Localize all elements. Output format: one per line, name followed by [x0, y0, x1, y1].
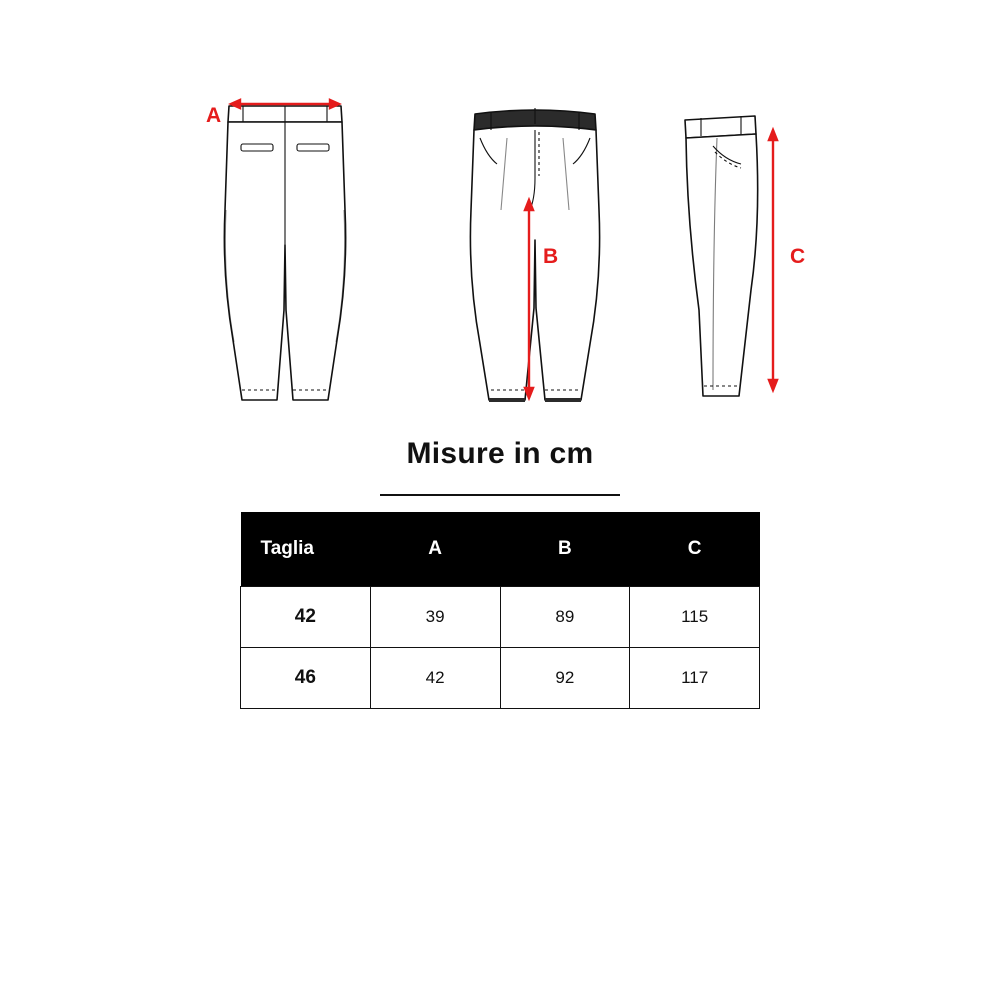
trousers-front-view-icon [435, 60, 635, 420]
cell-b: 89 [500, 587, 630, 648]
cell-taglia: 46 [241, 648, 371, 709]
trousers-side-view-icon [655, 60, 855, 420]
cell-b: 92 [500, 648, 630, 709]
chart-title: Misure in cm [406, 437, 594, 470]
cell-a: 39 [370, 587, 500, 648]
title-divider [380, 494, 620, 496]
dimension-label-b: B [543, 245, 559, 268]
size-table-body [241, 587, 760, 709]
table-row [241, 648, 760, 709]
cell-c: 117 [630, 648, 760, 709]
size-table [240, 512, 760, 709]
column-header-taglia: Taglia [241, 512, 371, 587]
dimension-label-c: C [790, 245, 806, 268]
column-header-a: A [370, 512, 500, 587]
column-header-b: B [500, 512, 630, 587]
table-header-row [241, 512, 760, 587]
cell-a: 42 [370, 648, 500, 709]
cell-taglia: 42 [241, 587, 371, 648]
dimension-label-a: A [206, 104, 222, 127]
column-header-c: C [630, 512, 760, 587]
cell-c: 115 [630, 587, 760, 648]
table-row [241, 587, 760, 648]
size-table-header [241, 512, 760, 587]
garment-diagrams [0, 60, 1000, 420]
